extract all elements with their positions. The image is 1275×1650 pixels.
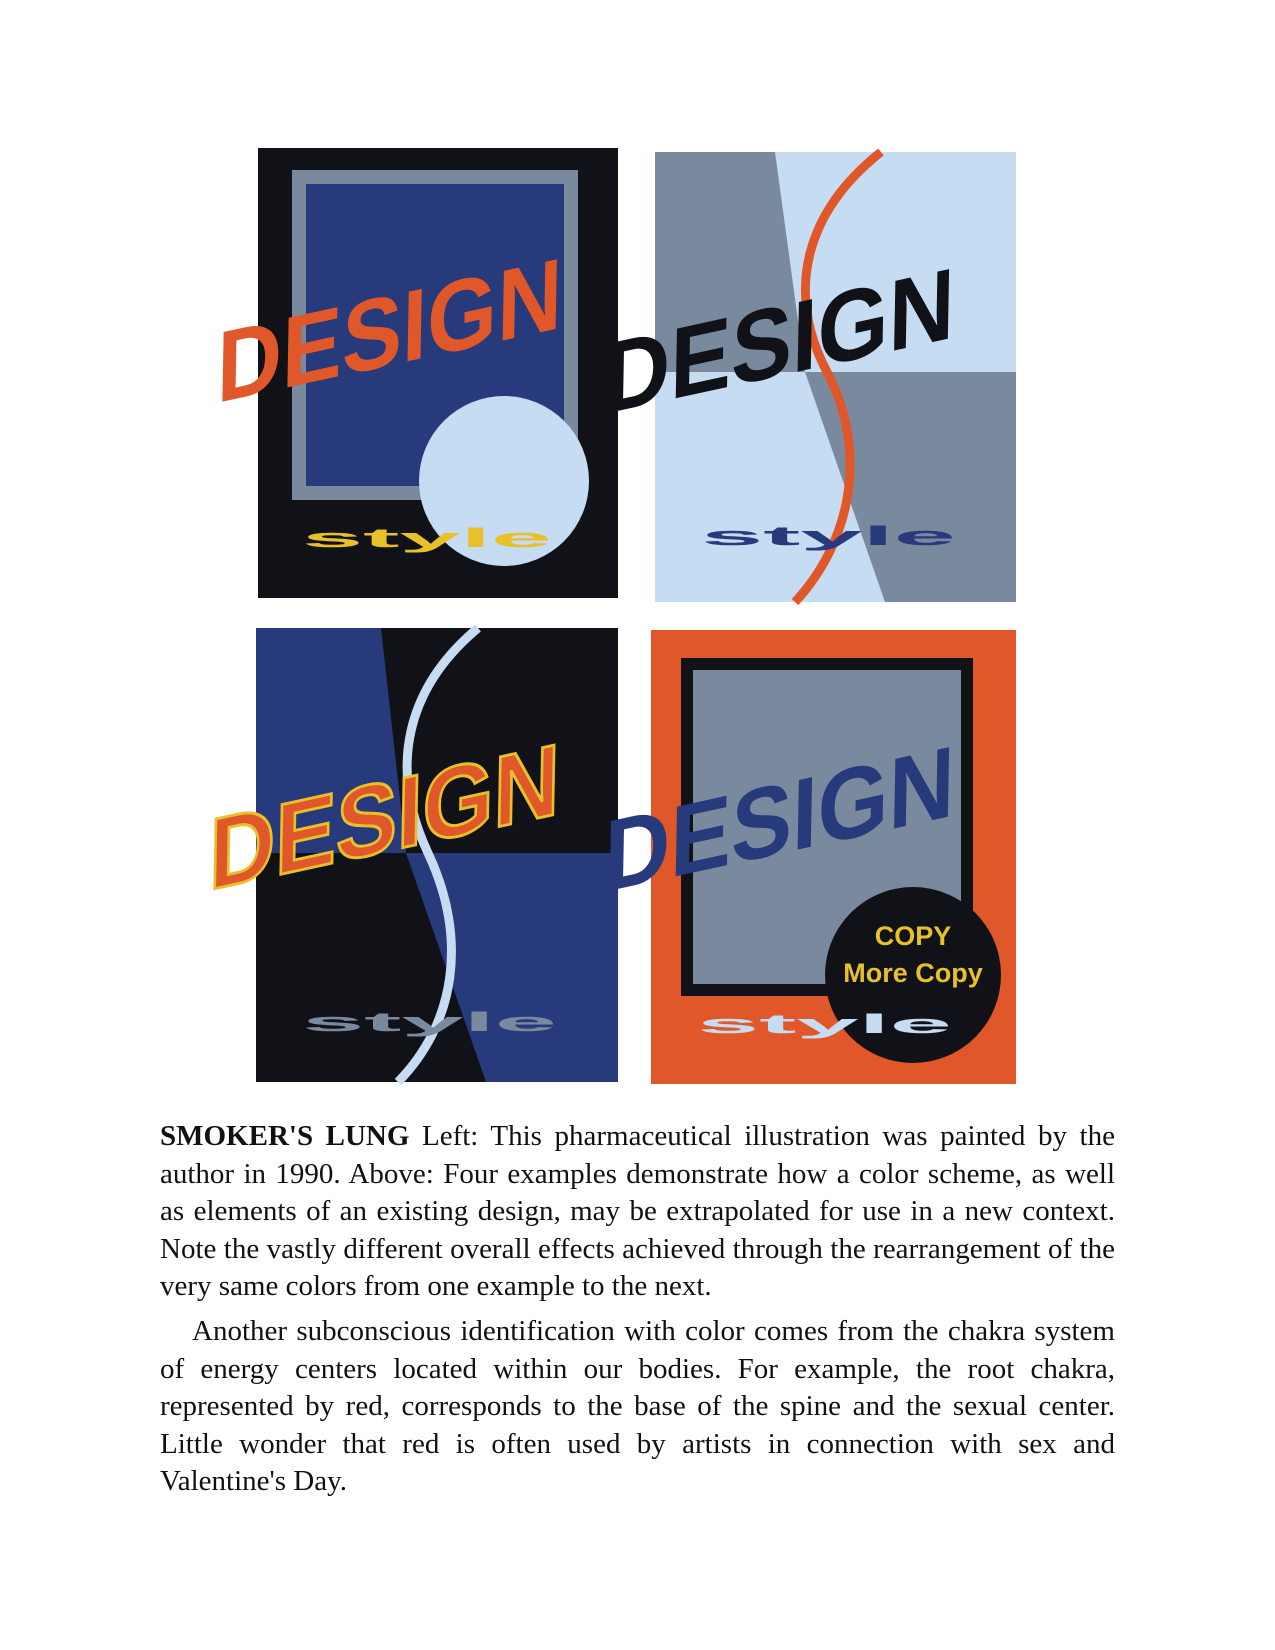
design-example-panel-4 [603, 630, 1017, 1084]
caption-text: Left: This pharmaceutical illustration was painted by the author in 1990. Above: Four examples demonstrate how a color scheme, as well as elements of an existing design, may be extrapolated for use in a new context. Note the vastly different overall effects achieved through the rearrangement of the very same colors from one example to the next. [160, 1120, 1115, 1302]
style-subtitle: style [697, 1009, 952, 1040]
copy-badge-line1: COPY [874, 921, 952, 951]
style-subtitle: style [701, 520, 956, 551]
design-title: DESIGN [603, 233, 1017, 437]
design-example-panel-1 [216, 148, 629, 598]
design-title: DESIGN [208, 709, 622, 913]
figure-caption [160, 1118, 1115, 1306]
style-subtitle: style [302, 1007, 557, 1038]
design-title: DESIGN [216, 222, 629, 426]
design-example-panel-2 [603, 152, 1017, 602]
copy-badge-line2: More Copy [843, 958, 983, 988]
design-example-panel-3 [208, 628, 622, 1082]
body-paragraph: Another subconscious identification with color comes from the chakra system of energy centers located within our bodies. For example, the root chakra, represented by red, corresponds to the base of the spine and the sexual center. Little wonder that red is often used by artists in connection with sex and Valentine's Day. [160, 1315, 1115, 1497]
style-subtitle: style [302, 522, 552, 553]
design-color-examples-figure [208, 148, 1017, 1096]
design-title: DESIGN [603, 711, 1017, 915]
caption-lead: SMOKER'S LUNG [160, 1120, 410, 1152]
